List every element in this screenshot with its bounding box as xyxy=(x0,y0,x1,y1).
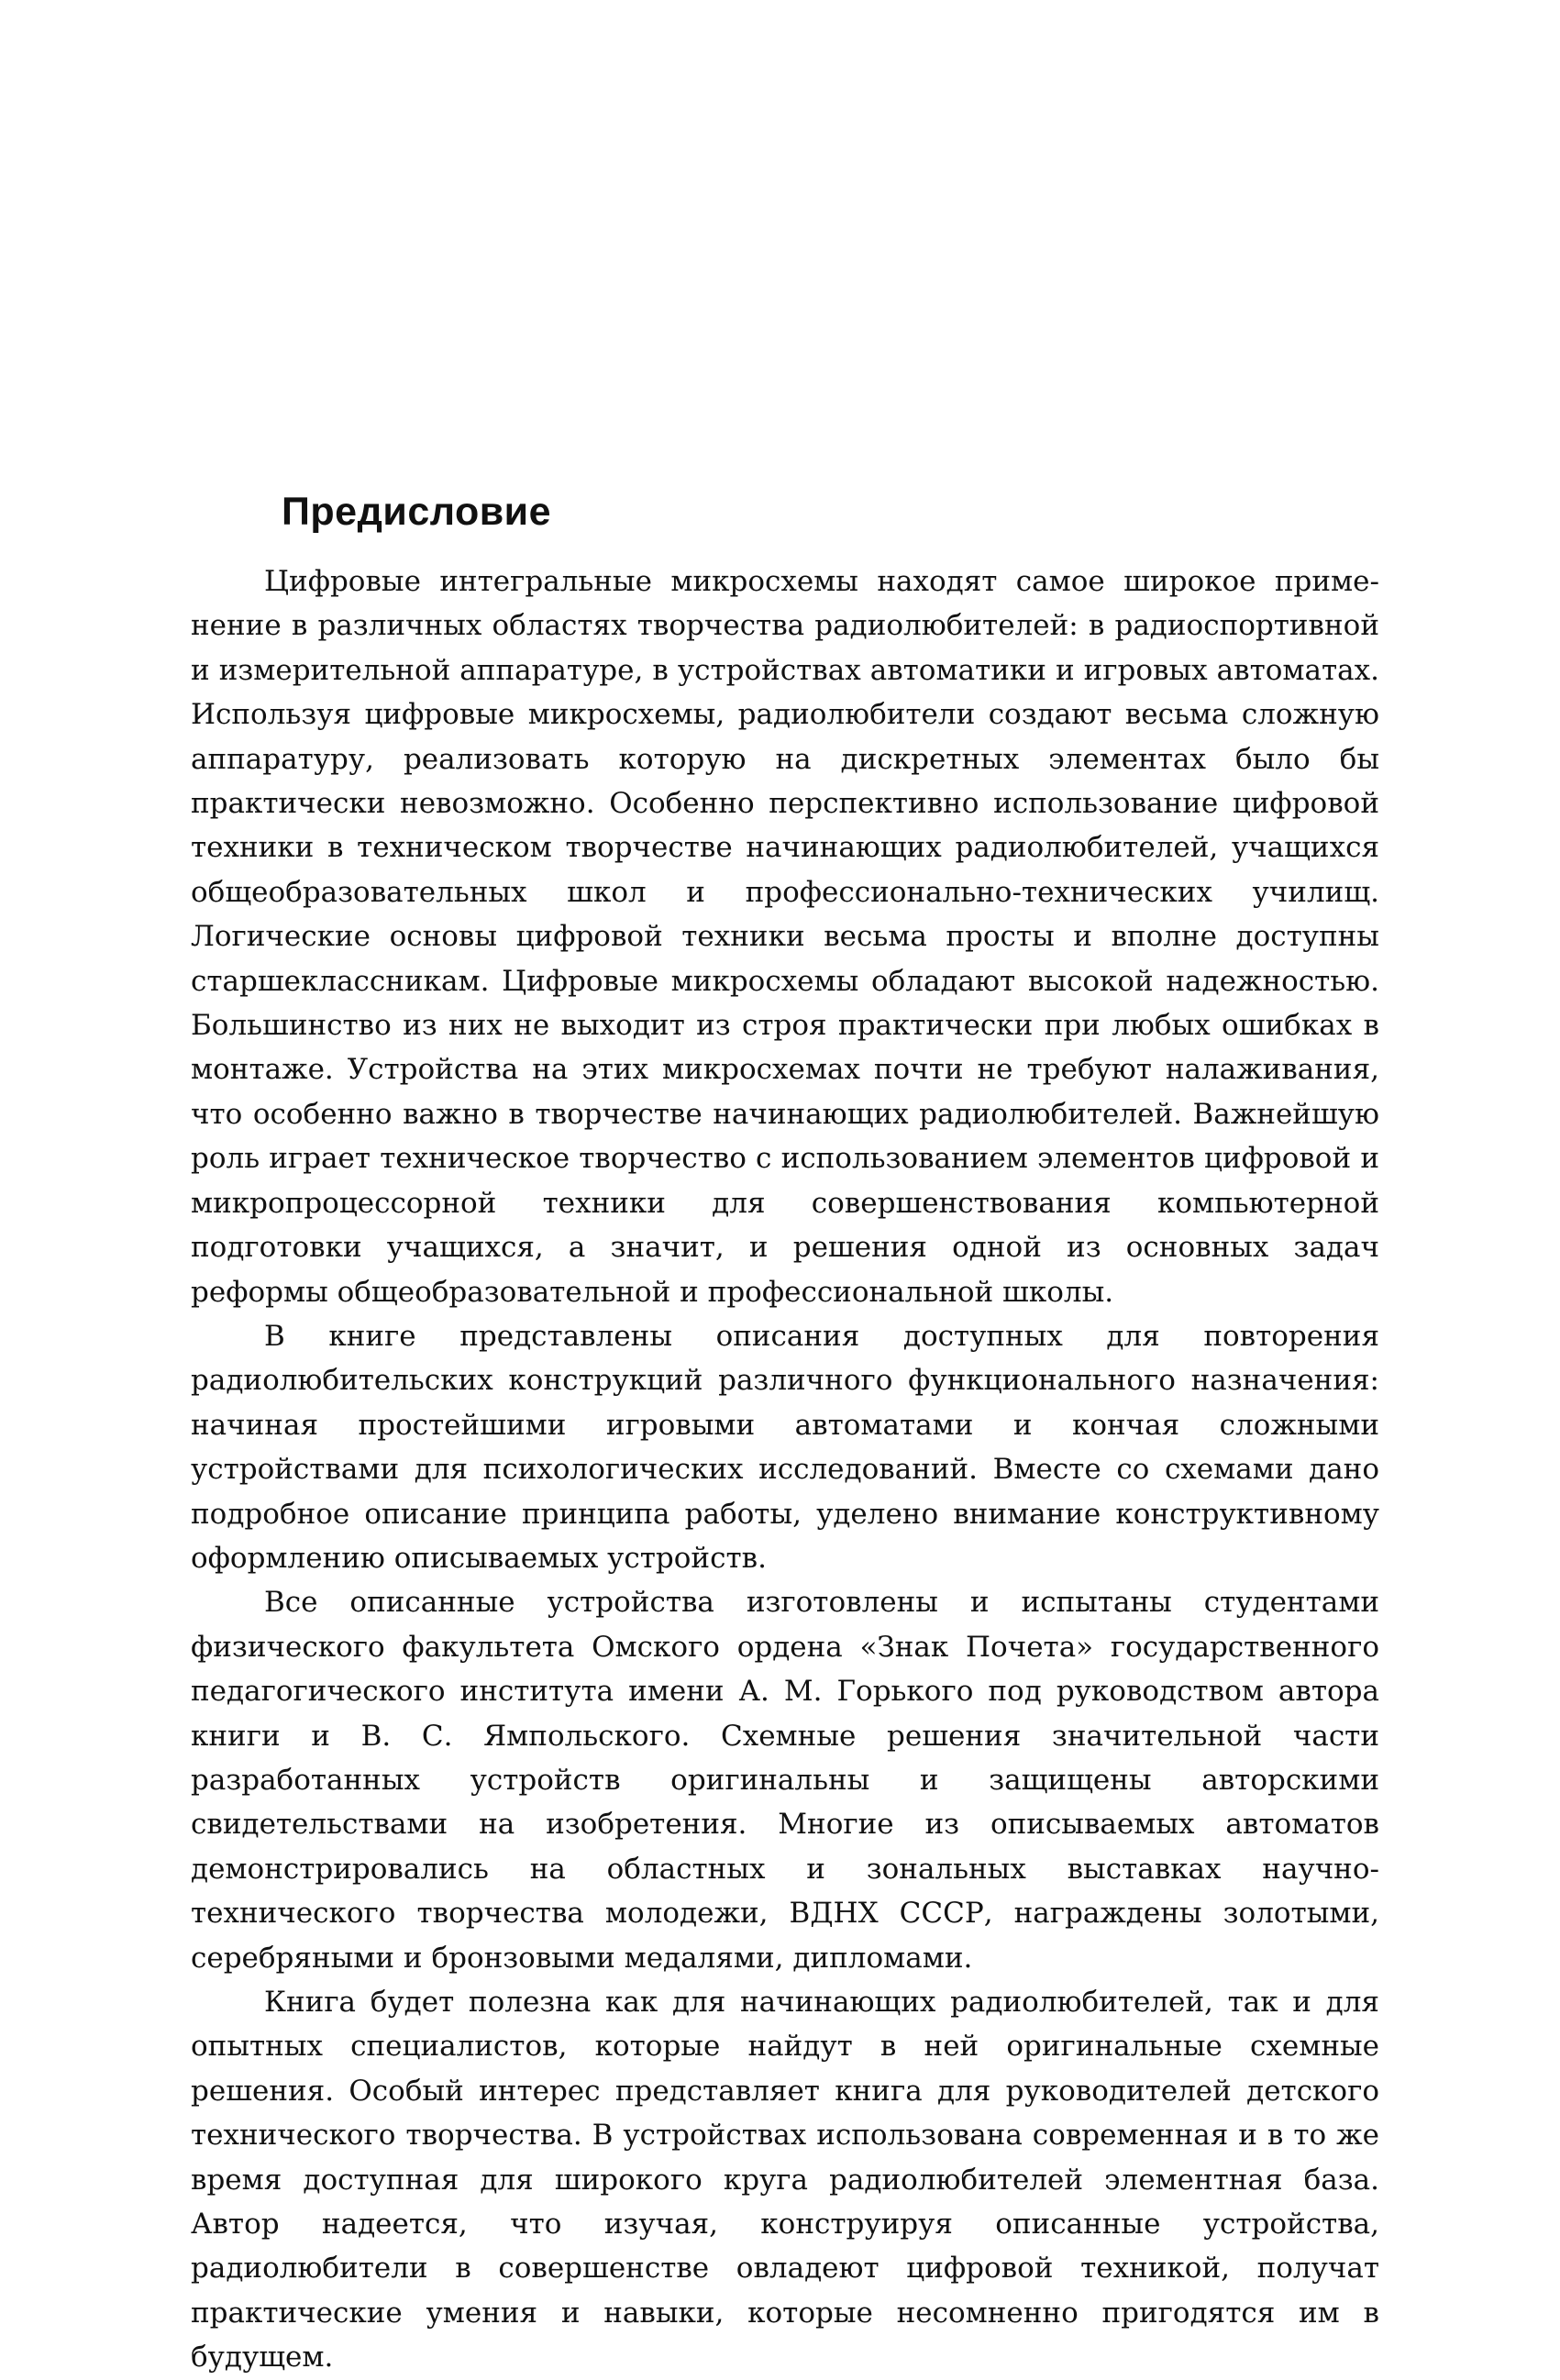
preface-body xyxy=(191,559,1379,2380)
page-title: Предисловие xyxy=(282,490,552,534)
paragraph-3: Все описанные устройства изготовлены и испытаны студентами физического факультета Омского ордена «Знак Почета» государственного педагогического института имени А. М. Горького под руководством автора книги и В. С. Ямпольского. Схемные решения значительной части разработанных устройств оригинальны и защищены авторскими свидетельствами на изобретения. Многие из описываемых автоматов демонстрировались на областных и зональных выставках научно-технического творчества молодежи, ВДНХ СССР, награждены золотыми, серебряными и бронзовыми медалями, дипломами. xyxy=(191,1586,1379,1975)
paragraph-2: В книге представлены описания доступных для повторения радиолюбительских конструкций различного функционального назначения: начиная простейшими игровыми автоматами и кончая сложными устройствами для психологических исследований. Вместе со схемами дано подробное описание принципа работы, уделено внимание конструктивному оформлению описываемых устройств. xyxy=(191,1319,1379,1575)
paragraph-1: Цифровые интегральные микросхемы находят самое широкое применение в различных областях творчества радиолюбителей: в радиоспортивной и измерительной аппаратуре, в устройствах автоматики и игровых автоматах. Используя цифровые микросхемы, радиолюбители создают весьма сложную аппаратуру, реализовать которую на дискретных элементах было бы практически невозможно. Особенно перспективно использование цифровой техники в техническом творчестве начинающих радиолюбителей, учащихся общеобразовательных школ и профессионально-технических училищ. Логические основы цифровой техники весьма просты и вполне доступны старшеклассникам. Цифровые микросхемы обладают высокой надежностью. Большинство из них не выходит из строя практически при любых ошибках в монтаже. Устройства на этих микросхемах почти не требуют налаживания, что особенно важно в творчестве начинающих радиолюбителей. Важнейшую роль играет техническое творчество с использованием элементов цифровой и микропроцессорной техники для совершенствования компьютерной подготовки учащихся, а значит, и решения одной из основных задач реформы общеобразовательной и профессиональной школы. xyxy=(191,565,1379,1309)
paragraph-4: Книга будет полезна как для начинающих радиолюбителей, так и для опытных специалистов, которые найдут в ней оригинальные схемные решения. Особый интерес представляет книга для руководителей детского технического творчества. В устройствах использована современная и в то же время доступная для широкого круга радиолюбителей элементная база. Автор надеется, что изучая, конструируя описанные устройства, радиолюбители в совершенстве овладеют цифровой техникой, получат практические умения и навыки, которые несомненно пригодятся им в будущем. xyxy=(191,1986,1379,2374)
